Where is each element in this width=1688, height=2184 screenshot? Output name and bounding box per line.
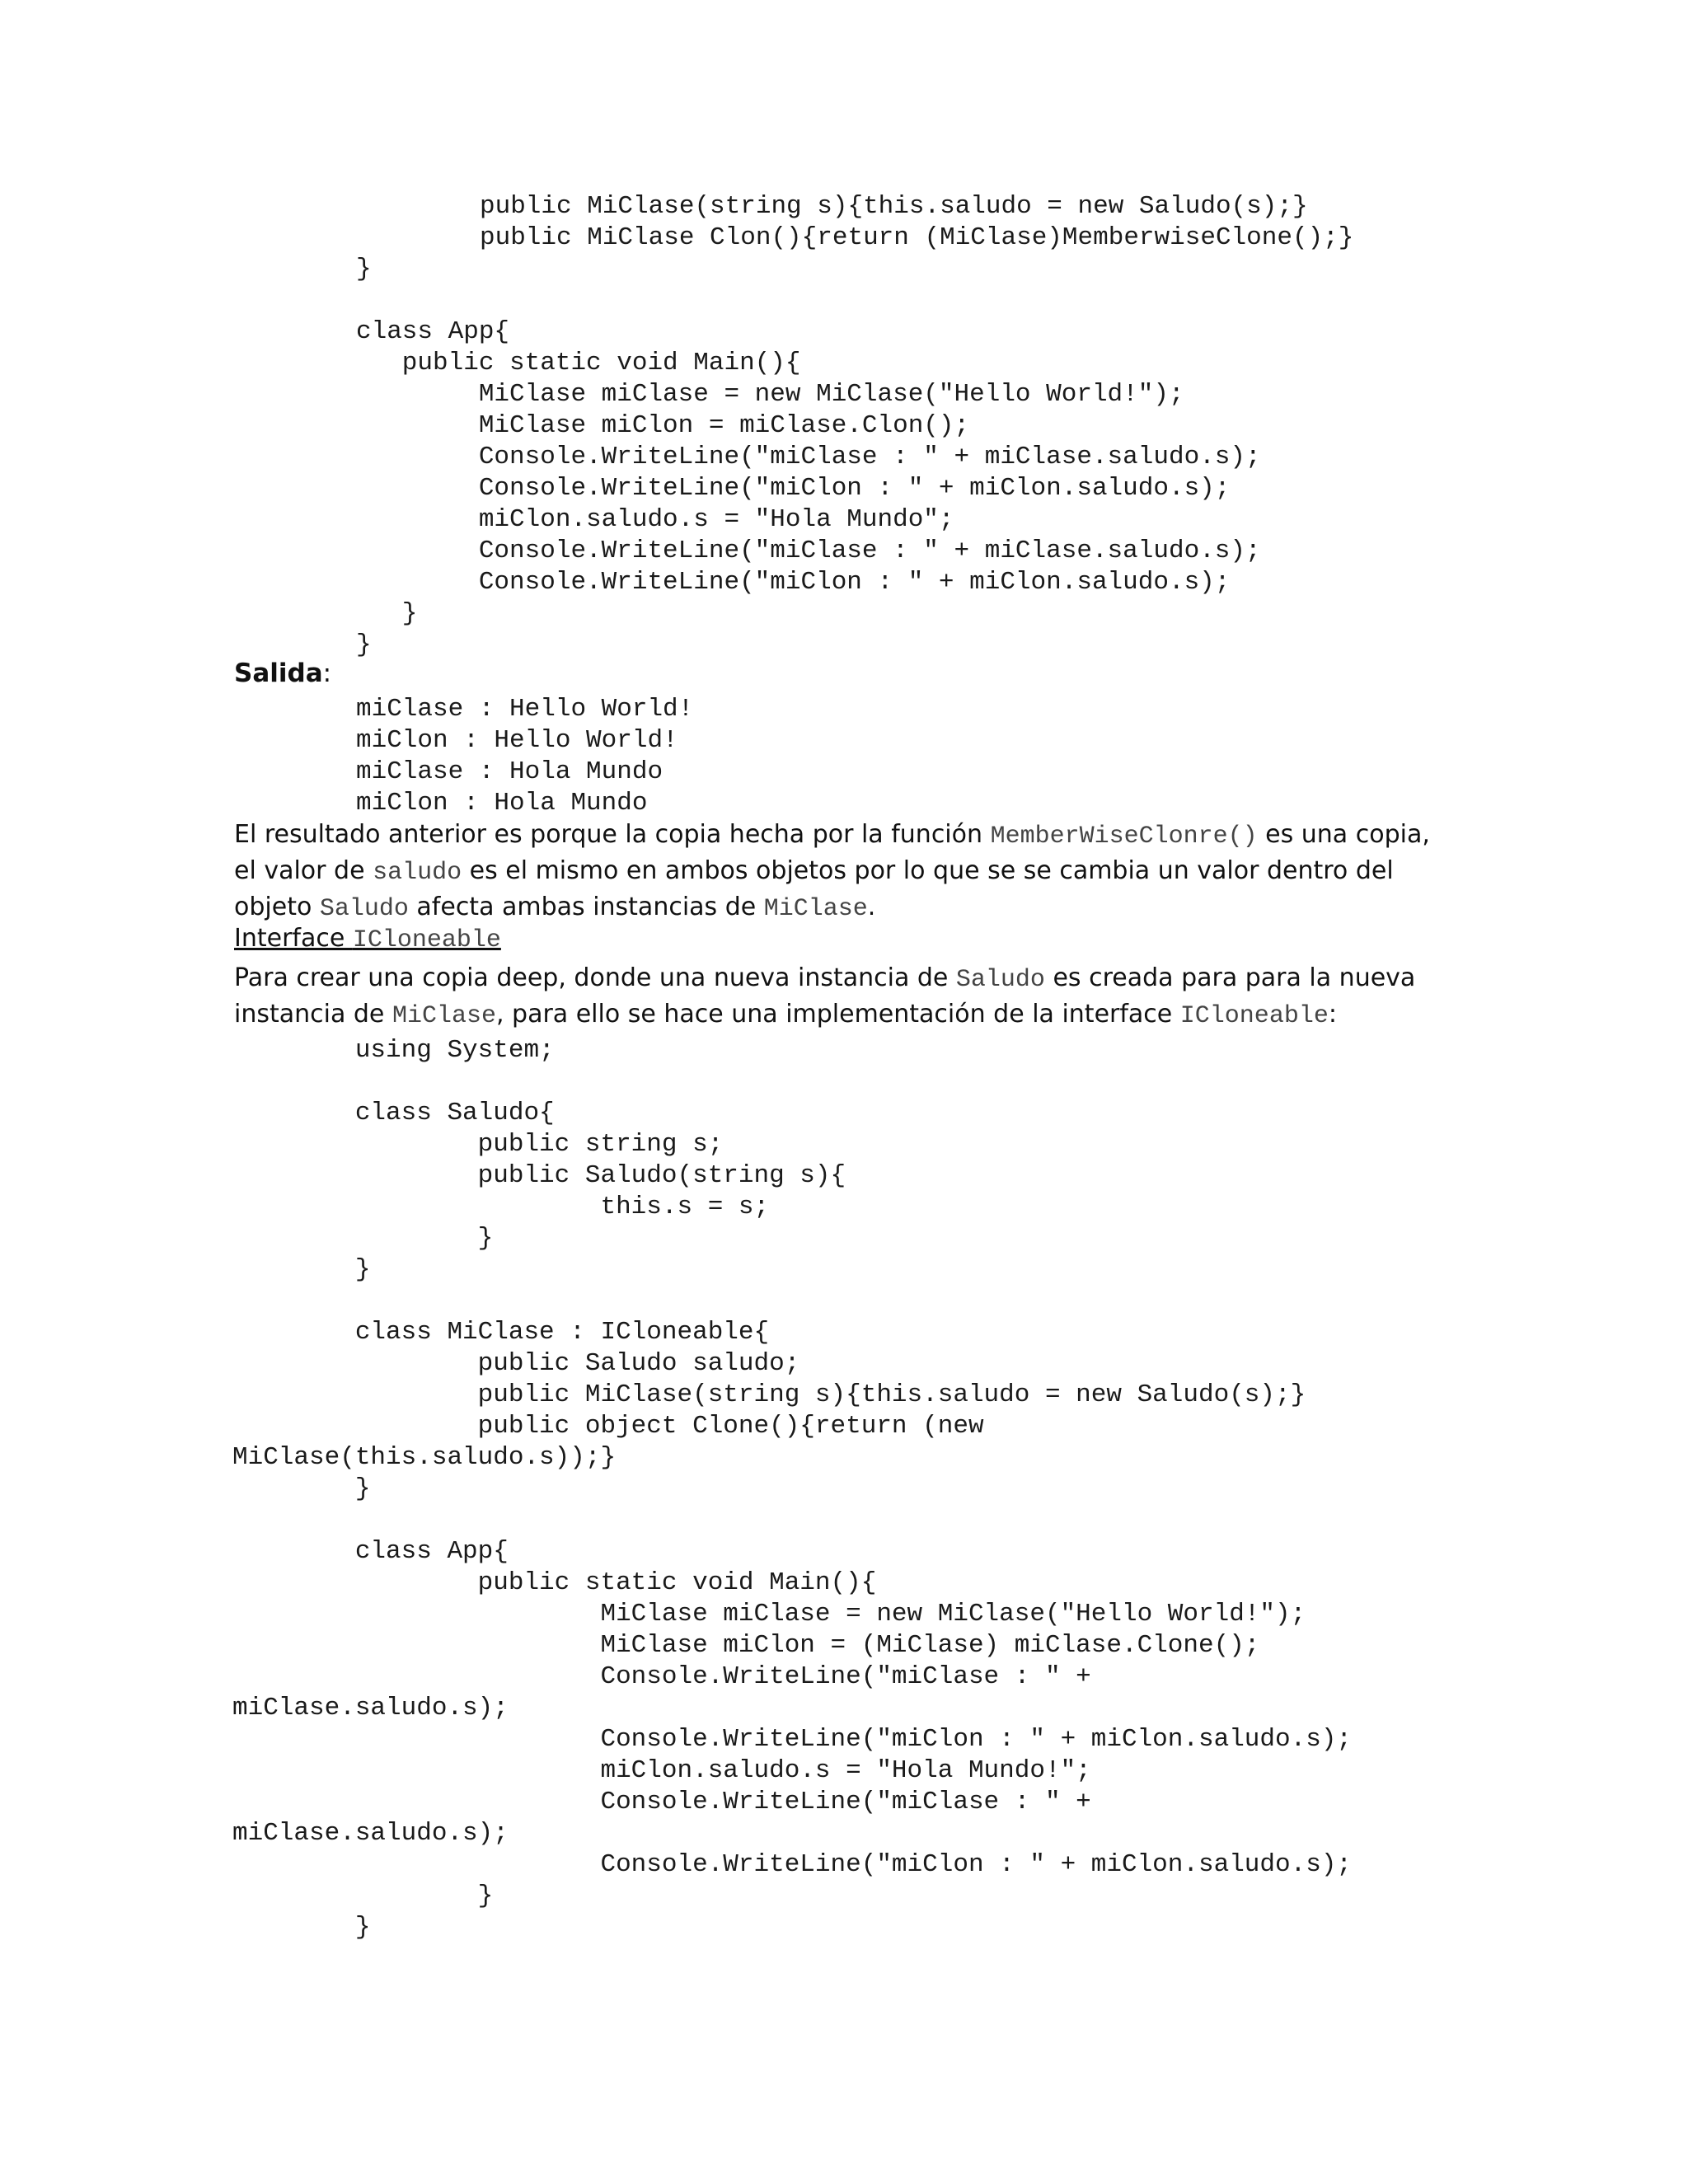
explanation-paragraph <box>234 818 1454 926</box>
intro-code-1: Saludo <box>955 966 1045 994</box>
salida-heading <box>234 656 331 691</box>
explanation-code-3: Saludo <box>319 895 409 923</box>
explanation-code-2: saludo <box>373 859 462 887</box>
intro-text-4: : <box>1328 1000 1337 1029</box>
code-block-miclase-methods: public MiClase(string s){this.saludo = new Saludo(s);} public MiClase Clon(){return (MiClase)MemberwiseClone();} <box>480 192 1354 252</box>
explanation-text-2: es una copia, el valor de <box>234 820 1430 885</box>
intro-code-3: ICloneable <box>1179 1002 1329 1030</box>
intro-text-3: , para ello se hace una implementación de la interface <box>495 1000 1180 1029</box>
explanation-code-1: MemberWiseClonre() <box>990 823 1258 851</box>
explanation-text-5: . <box>867 893 876 921</box>
interface-heading <box>234 921 501 958</box>
explanation-text-4: afecta ambas instancias de <box>408 893 764 921</box>
deep-copy-intro-paragraph <box>234 961 1454 1033</box>
salida-label: Salida <box>234 658 323 688</box>
salida-colon: : <box>322 658 332 688</box>
intro-text-1: Para crear una copia deep, donde una nueva instancia de <box>234 963 956 992</box>
interface-heading-text: Interface <box>234 924 353 953</box>
intro-code-2: MiClase <box>392 1002 496 1030</box>
interface-heading-code: ICloneable <box>352 926 501 954</box>
code-block-app-shallow: } class App{ public static void Main(){ MiClase miClase = new MiClase("Hello World!"); MiClase miClon = miClase.Clon(); Console.WriteLine("miClase : " + miClase.saludo.s); Console.WriteLine("miClon : " + miClon.saludo.s); miClon.saludo.s = "Hola Mundo"; Console.WriteLine("miClase : " + miClase.saludo.s); Console.WriteLine("miClon : " + miClon.saludo.s); } } <box>356 255 1261 659</box>
intro-text-2: es creada para para la nueva instancia de <box>234 963 1416 1029</box>
explanation-text-3: es el mismo en ambos objetos por lo que se se cambia un valor dentro del objeto <box>234 856 1394 921</box>
explanation-text-1: El resultado anterior es porque la copia hecha por la función <box>234 820 991 849</box>
output-block: miClase : Hello World! miClon : Hello World! miClase : Hola Mundo miClon : Hola Mundo <box>356 695 694 818</box>
explanation-code-4: MiClase <box>763 895 868 923</box>
code-block-icloneable-example: using System; class Saludo{ public string s; public Saludo(string s){ this.s = s; } } class MiClase : ICloneable{ public Saludo saludo; public MiClase(string s){this.saludo = new Saludo(s);} public object Clone(){return (new MiClase(this.saludo.s));} } class App{ public static void Main(){ MiClase miClase = new MiClase("Hello World!"); MiClase miClon = (MiClase) miClase.Clone(); Console.WriteLine("miClase : " + miClase.saludo.s); Console.WriteLine("miClon : " + miClon.saludo.s); miClon.saludo.s = "Hola Mundo!"; Console.WriteLine("miClase : " + miClase.saludo.s); Console.WriteLine("miClon : " + miClon.saludo.s); } } <box>232 1036 1353 1942</box>
